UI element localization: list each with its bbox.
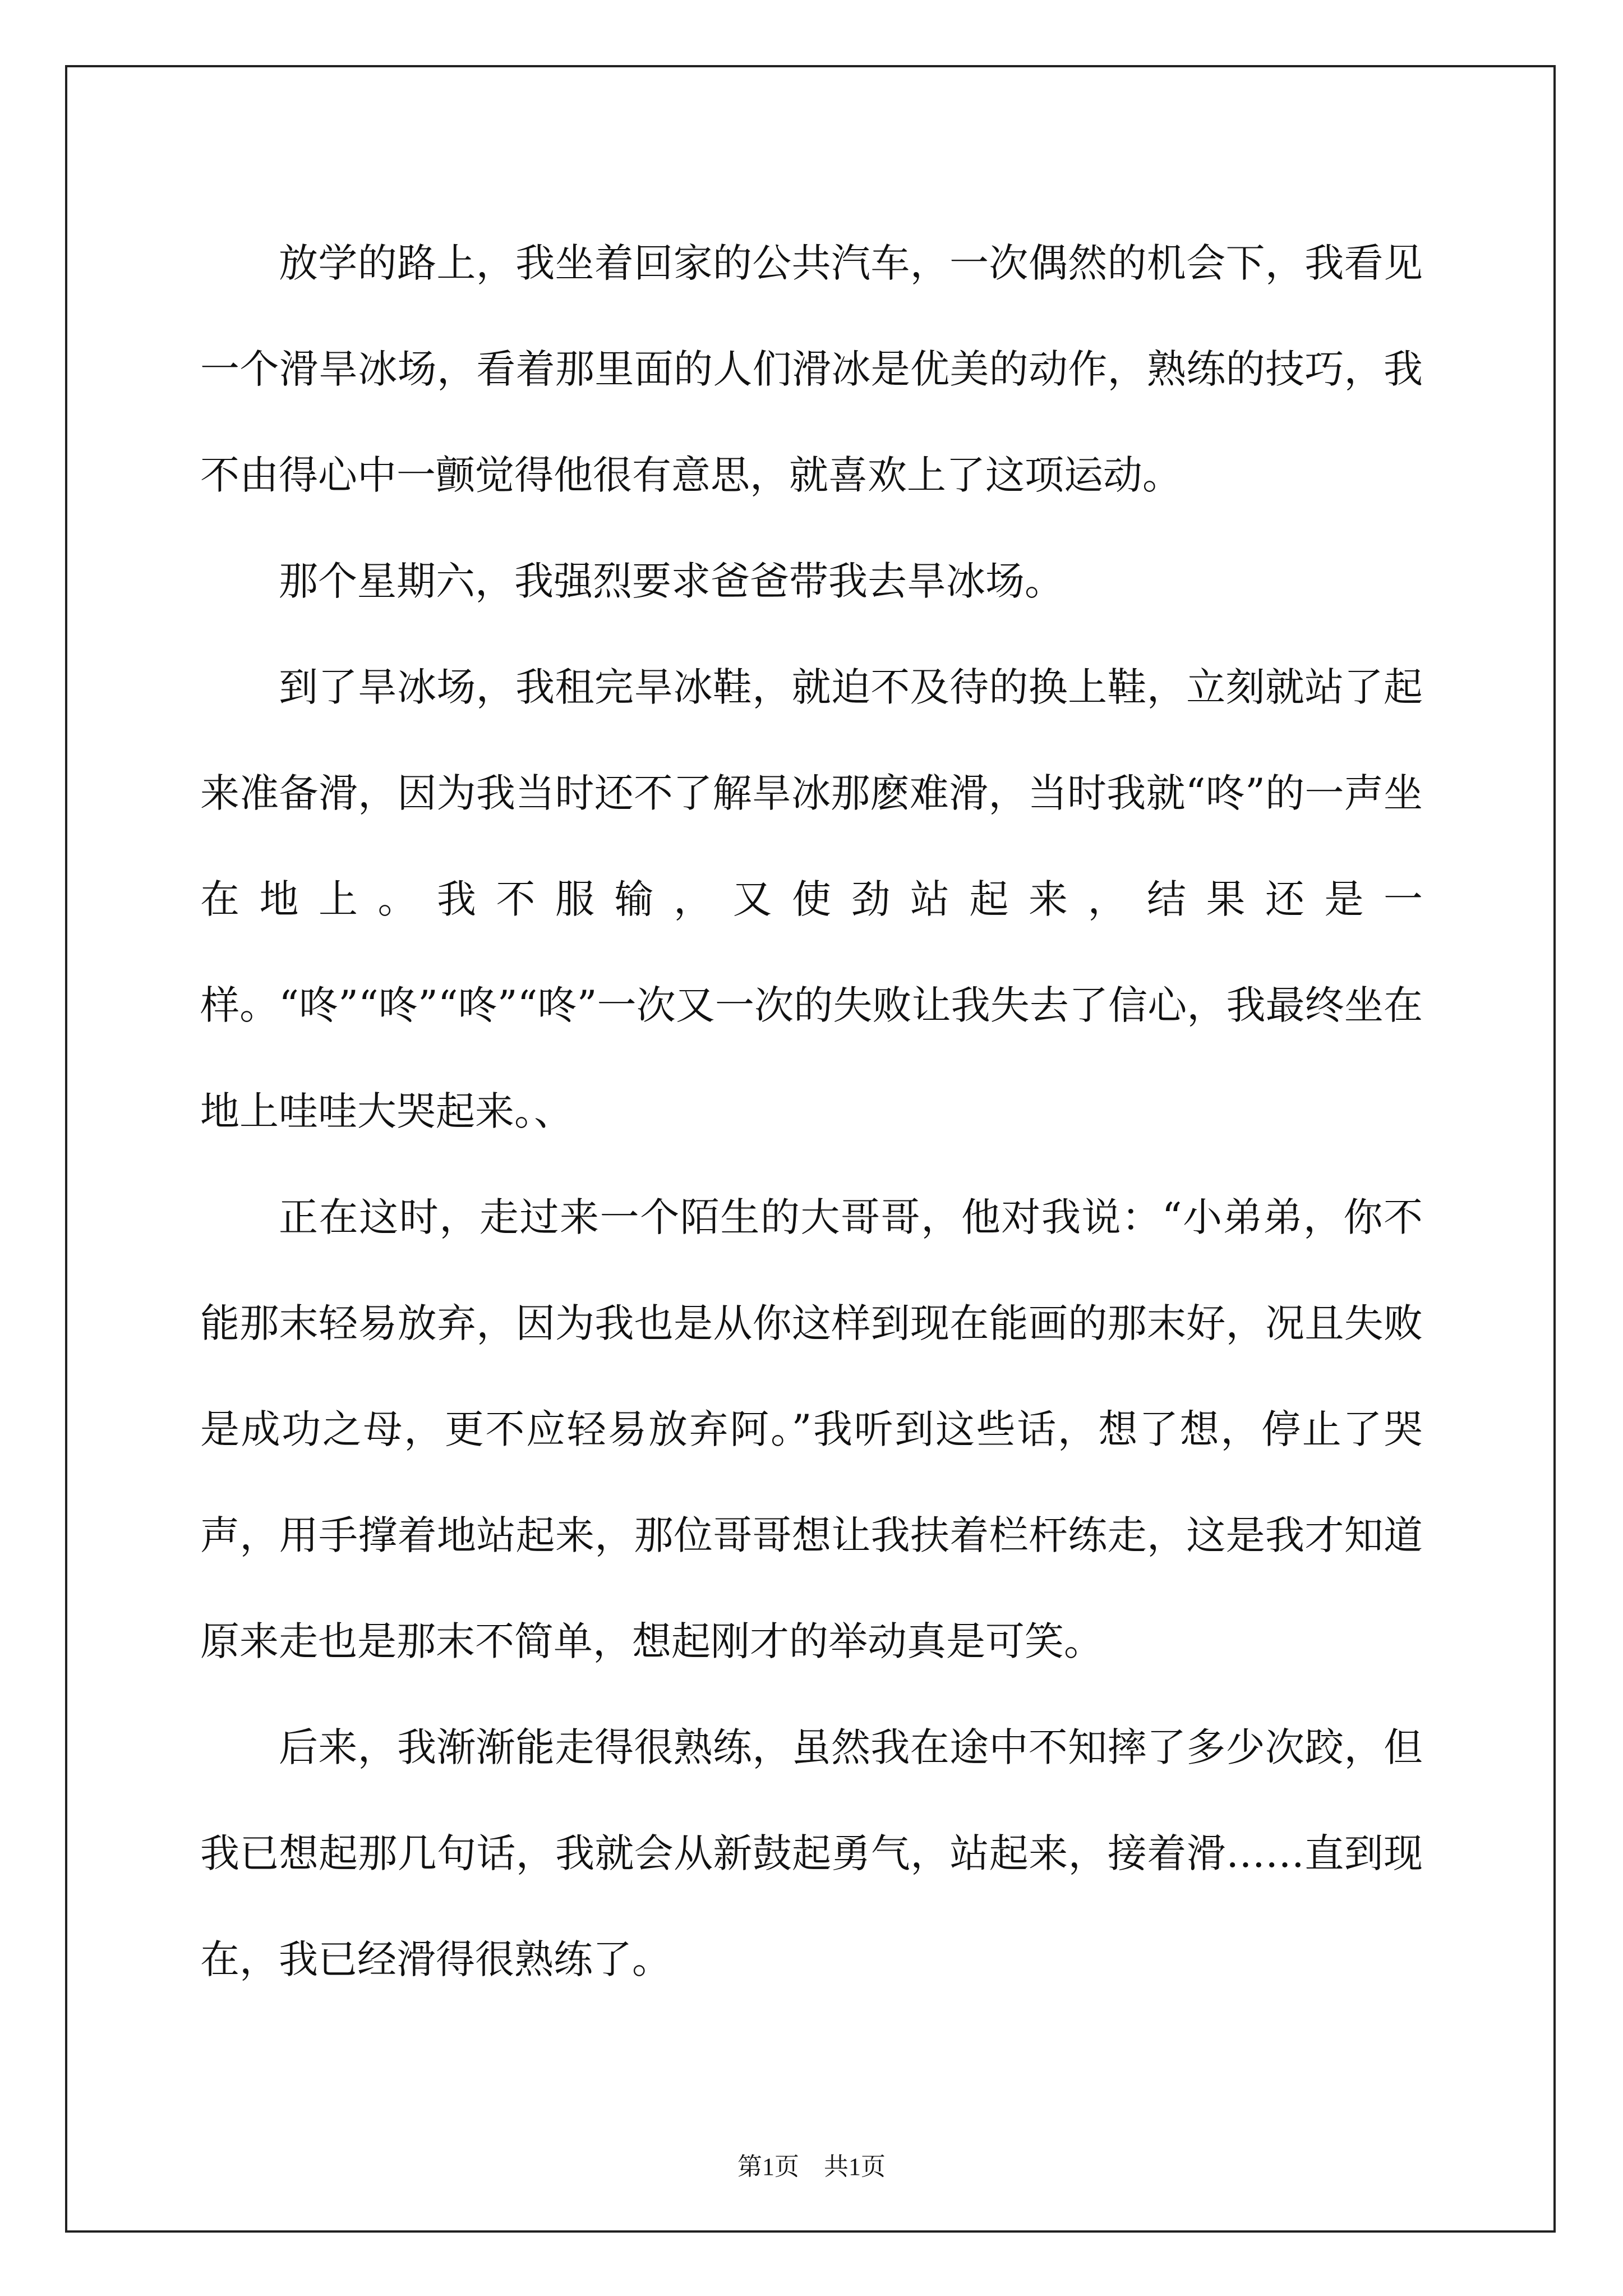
- page-footer: 第1页 共1页: [737, 2153, 886, 2180]
- paragraph-3: 到了旱冰场，我租完旱冰鞋，就迫不及待的换上鞋，立刻就站了起来准备滑，因为我当时还不了解旱冰那麽难滑，当时我就“咚”的一声坐在地上。我不服输，又使劲站起来，结果还是一样。“咚”“咚”“咚”“咚”一次又一次的失败让我失去了信心，我最终坐在地上哇哇大哭起来。、: [200, 664, 1423, 1134]
- paragraph-4: 正在这时，走过来一个陌生的大哥哥，他对我说：“小弟弟，你不能那末轻易放弃，因为我也是从你这样到现在能画的那末好，况且失败是成功之母，更不应轻易放弃阿。”我听到这些话，想了想，停止了哭声，用手撑着地站起来，那位哥哥想让我扶着栏杆练走，这是我才知道原来走也是那末不简单，想起刚才的举动真是可笑。: [200, 1194, 1423, 1664]
- paragraph-5: 后来，我渐渐能走得很熟练，虽然我在途中不知摔了多少次跤，但我已想起那几句话，我就会从新鼓起勇气，站起来，接着滑……直到现在，我已经滑得很熟练了。: [200, 1724, 1423, 1982]
- document-body: [200, 210, 1423, 2013]
- paragraph-2: 那个星期六，我强烈要求爸爸带我去旱冰场。: [279, 558, 1064, 604]
- paragraph-1: 放学的路上，我坐着回家的公共汽车，一次偶然的机会下，我看见一个滑旱冰场，看着那里面的人们滑冰是优美的动作，熟练的技巧，我不由得心中一颤觉得他很有意思，就喜欢上了这项运动。: [200, 240, 1423, 498]
